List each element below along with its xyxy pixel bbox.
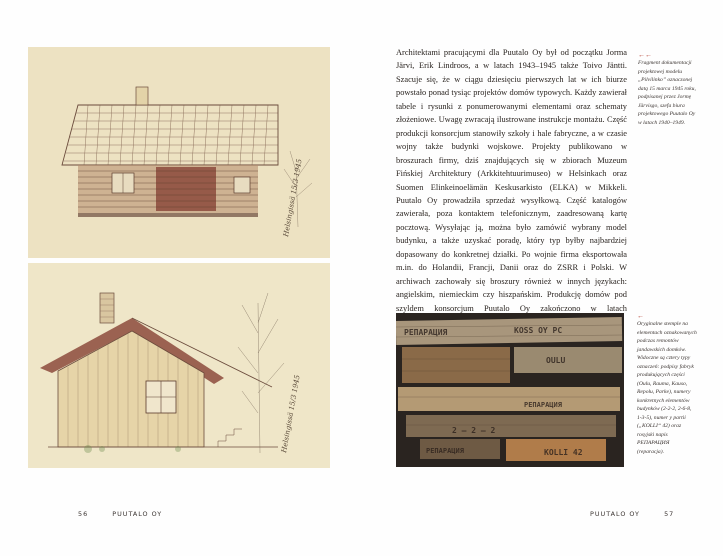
drawing-signature-top: Helsingissä 15/3 1945 bbox=[282, 158, 304, 238]
stamp-number: 2 — 2 — 2 bbox=[452, 426, 496, 435]
running-head-right: PUUTALO OY bbox=[590, 510, 640, 518]
stamp-reparacja-3: РЕПАРАЦИЯ bbox=[426, 447, 464, 455]
folio-left bbox=[78, 510, 162, 518]
caption-top bbox=[638, 52, 700, 127]
caption-top-text: Fragment dokumentacji projektowej modelu „Pilvilinko” oznaczonej datą 15 marca 1945 roku, podpisanej przez Jormę Järvisgo, szefa biura projektowego Puutalo Oy w latach 1940–1949. bbox=[638, 60, 696, 126]
arrow-left-icon: ←← bbox=[638, 51, 652, 59]
stamp-kolli: KOLLI 42 bbox=[544, 448, 583, 457]
caption-bottom bbox=[637, 313, 697, 456]
running-head-left: PUUTALO OY bbox=[112, 510, 163, 518]
elevation-drawing-top bbox=[28, 47, 330, 258]
stamp-koss: KOSS OY PC bbox=[514, 326, 563, 335]
folio-right bbox=[590, 510, 674, 518]
arrow-left-icon: ← bbox=[637, 312, 644, 320]
drawing-signature-bottom: Helsingissä 15/3 1945 bbox=[280, 374, 302, 454]
caption-bottom-text: Oryginalne stemple na elementach oznakowanych podczas remontów jandawskich domków. Widoczne są cztery typy oznaczeń: podpisy fabryk produkujących części (Oulu, Rauma, Kauso, Repolu, Parke), numery konkretnych elementów budynków (2-2-2, 2-6-8, 1-3-5), numer y partii („KOLLI“ 42) oraz rosyjski napis РЕПАРАЦИЯ (reparacja). bbox=[637, 321, 697, 455]
page-number-right: 57 bbox=[664, 510, 675, 518]
stamp-oulu: OULU bbox=[546, 356, 566, 365]
body-text: Architektami pracującymi dla Puutalo Oy był od początku Jorma Järvi, Erik Lindroos, a w latach 1943–1945 także Toivo Jäntti. Szacuje się, że w ciągu dziesięciu pierwszych lat w ich biurze powstało ponad tysiąc projektów domów typowych. Każdy zawierał tabele i rysunki z ponumerowanymi elementami oraz schematy złożeniowe. Uwagę zwracają ilustrowane instrukcje montażu. Część produkcji konsorcjum stanowiły szkoły i hale fabryczne, a w czasie wojny także budynki wojskowe. Projekty publikowano w broszurach firmy, dziś znajdujących się w zbiorach Muzeum Fińskiej Architektury (Arkkitehtuurimuseo) w Helsinkach oraz Suomen Elinkeinoelämän Keskusarkisto (ELKA) w Mikkeli. Puutalo Oy prowadziła sprzedaż wysyłkową. Część katalogów zawierała, poza kontaktem telefonicznym, zaadresowaną kartę pocztową. Wysyłając ją, można było zamówić wybrany model budynku, a także uzyskać poradę, który typ byłby najbardziej dopasowany do konkretnej działki. Po wojnie firma eksportowała m.in. do Holandii, Francji, Danii oraz do ZSRR i Polski. W archiwach zachowały się broszury również w innych językach: angielskim, niemieckim czy hiszpańskim. Produkcję domów pod szyldem konsorcjum Puutalo Oy zakończono w latach bbox=[396, 48, 627, 313]
page-number-left: 56 bbox=[78, 510, 89, 518]
stamp-reparacja-2: РЕПАРАЦИЯ bbox=[524, 401, 562, 409]
stamp-reparacja-1: РЕПАРАЦИЯ bbox=[404, 328, 448, 337]
elevation-drawing-bottom bbox=[28, 263, 330, 468]
stamped-planks-photo bbox=[396, 313, 624, 467]
left-page bbox=[0, 0, 361, 556]
